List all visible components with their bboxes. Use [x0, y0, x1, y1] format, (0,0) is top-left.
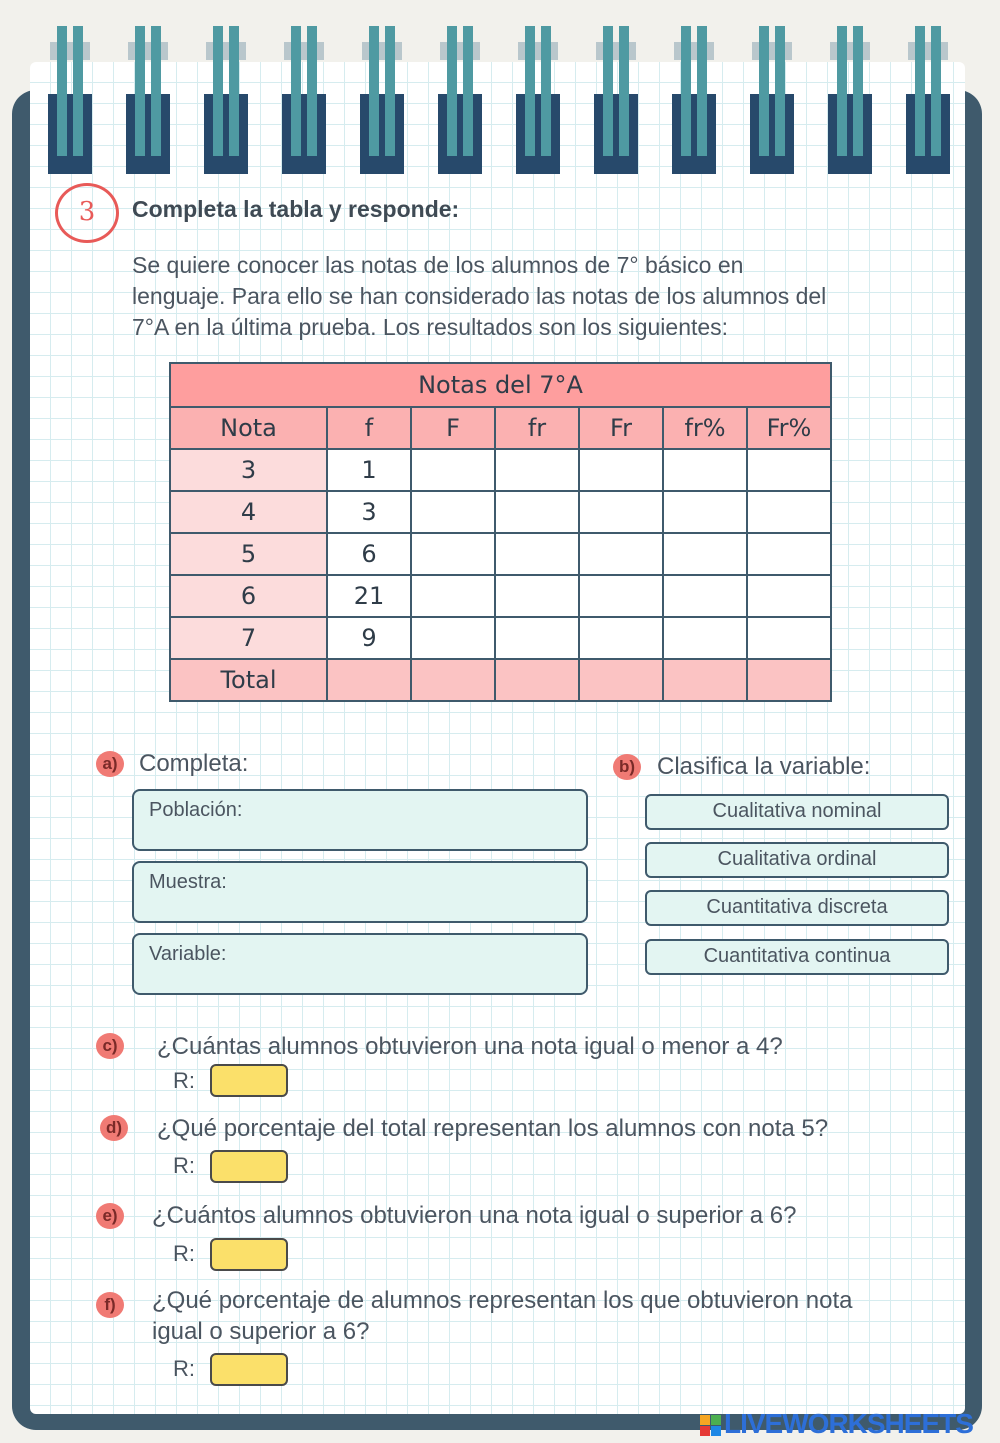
spiral-ring — [204, 26, 248, 174]
input-cell[interactable] — [495, 533, 579, 575]
input-cell[interactable] — [663, 575, 747, 617]
column-header-F: F — [411, 407, 495, 449]
question-e-text: ¿Cuántos alumnos obtuvieron una nota igual o superior a 6? — [152, 1202, 797, 1229]
table-title: Notas del 7°A — [170, 363, 831, 407]
option-cuantitativa-discreta[interactable]: Cuantitativa discreta — [645, 890, 949, 926]
total-label: Total — [170, 659, 327, 701]
answer-e-input[interactable] — [210, 1238, 288, 1271]
table-row — [170, 449, 831, 491]
input-cell[interactable] — [411, 491, 495, 533]
table-row — [170, 617, 831, 659]
column-header-Fr: Fr — [579, 407, 663, 449]
part-a-label: Completa: — [139, 750, 249, 777]
input-cell[interactable] — [411, 617, 495, 659]
spiral-ring — [360, 26, 404, 174]
input-cell[interactable] — [579, 449, 663, 491]
input-cell[interactable] — [747, 449, 831, 491]
f-cell: 6 — [327, 533, 411, 575]
question-f-line: igual o superior a 6? — [152, 1318, 370, 1345]
f-cell: 1 — [327, 449, 411, 491]
input-cell[interactable] — [327, 659, 411, 701]
input-cell[interactable] — [579, 575, 663, 617]
part-a-badge: a) — [96, 751, 124, 777]
poblacion-field[interactable]: Población: — [132, 789, 588, 851]
spiral-ring — [48, 26, 92, 174]
muestra-field[interactable]: Muestra: — [132, 861, 588, 923]
answer-label: R: — [173, 1241, 195, 1266]
intro-text — [132, 250, 932, 343]
liveworksheets-logo — [700, 1408, 973, 1440]
column-header-f: f — [327, 407, 411, 449]
input-cell[interactable] — [495, 575, 579, 617]
input-cell[interactable] — [663, 491, 747, 533]
question-f-line: ¿Qué porcentaje de alumnos representan los que obtuvieron nota — [152, 1287, 853, 1314]
logo-mark-icon — [700, 1415, 722, 1437]
answer-label: R: — [173, 1068, 195, 1093]
spiral-ring — [282, 26, 326, 174]
question-d-text: ¿Qué porcentaje del total representan los alumnos con nota 5? — [157, 1115, 829, 1142]
answer-label: R: — [173, 1356, 195, 1381]
f-cell: 9 — [327, 617, 411, 659]
f-cell: 3 — [327, 491, 411, 533]
spiral-ring — [828, 26, 872, 174]
table-row — [170, 491, 831, 533]
input-cell[interactable] — [747, 659, 831, 701]
input-cell[interactable] — [411, 659, 495, 701]
table-row-total — [170, 659, 831, 701]
answer-d-input[interactable] — [210, 1150, 288, 1183]
input-cell[interactable] — [579, 617, 663, 659]
part-b-label: Clasifica la variable: — [657, 753, 871, 780]
answer-label: R: — [173, 1153, 195, 1178]
nota-cell: 7 — [170, 617, 327, 659]
intro-line: lenguaje. Para ello se han considerado las notas de los alumnos del — [132, 283, 827, 309]
part-b-badge: b) — [613, 754, 641, 780]
input-cell[interactable] — [495, 617, 579, 659]
frequency-table — [169, 362, 832, 702]
logo-text: LIVEWORKSHEETS — [724, 1408, 973, 1439]
intro-line: Se quiere conocer las notas de los alumnos de 7° básico en — [132, 252, 744, 278]
question-f-badge: f) — [96, 1292, 124, 1318]
column-header-fr: fr — [495, 407, 579, 449]
question-c-text: ¿Cuántas alumnos obtuvieron una nota igual o menor a 4? — [157, 1033, 783, 1060]
table-row — [170, 575, 831, 617]
column-header-nota: Nota — [170, 407, 327, 449]
input-cell[interactable] — [411, 575, 495, 617]
variable-field[interactable]: Variable: — [132, 933, 588, 995]
input-cell[interactable] — [579, 659, 663, 701]
question-d-badge: d) — [100, 1115, 128, 1141]
spiral-ring — [906, 26, 950, 174]
column-header-Fr-percent: Fr% — [747, 407, 831, 449]
nota-cell: 3 — [170, 449, 327, 491]
question-c-badge: c) — [96, 1033, 124, 1059]
nota-cell: 5 — [170, 533, 327, 575]
spiral-ring — [516, 26, 560, 174]
spiral-ring — [438, 26, 482, 174]
answer-f-input[interactable] — [210, 1353, 288, 1386]
exercise-number: 3 — [55, 183, 119, 243]
input-cell[interactable] — [411, 533, 495, 575]
table-row — [170, 533, 831, 575]
input-cell[interactable] — [747, 617, 831, 659]
input-cell[interactable] — [495, 491, 579, 533]
column-header-fr-percent: fr% — [663, 407, 747, 449]
input-cell[interactable] — [663, 617, 747, 659]
option-cualitativa-ordinal[interactable]: Cualitativa ordinal — [645, 842, 949, 878]
input-cell[interactable] — [411, 449, 495, 491]
input-cell[interactable] — [663, 659, 747, 701]
nota-cell: 4 — [170, 491, 327, 533]
input-cell[interactable] — [495, 659, 579, 701]
input-cell[interactable] — [663, 533, 747, 575]
input-cell[interactable] — [495, 449, 579, 491]
option-cualitativa-nominal[interactable]: Cualitativa nominal — [645, 794, 949, 830]
input-cell[interactable] — [747, 533, 831, 575]
spiral-ring — [750, 26, 794, 174]
spiral-ring — [672, 26, 716, 174]
question-f-text — [152, 1285, 942, 1347]
input-cell[interactable] — [747, 491, 831, 533]
question-e-badge: e) — [96, 1203, 124, 1229]
input-cell[interactable] — [579, 533, 663, 575]
f-cell: 21 — [327, 575, 411, 617]
nota-cell: 6 — [170, 575, 327, 617]
option-cuantitativa-continua[interactable]: Cuantitativa continua — [645, 939, 949, 975]
answer-c-input[interactable] — [210, 1064, 288, 1097]
input-cell[interactable] — [663, 449, 747, 491]
intro-line: 7°A en la última prueba. Los resultados son los siguientes: — [132, 314, 729, 340]
input-cell[interactable] — [747, 575, 831, 617]
spiral-ring — [594, 26, 638, 174]
spiral-ring — [126, 26, 170, 174]
exercise-heading: Completa la tabla y responde: — [132, 196, 460, 222]
input-cell[interactable] — [579, 491, 663, 533]
